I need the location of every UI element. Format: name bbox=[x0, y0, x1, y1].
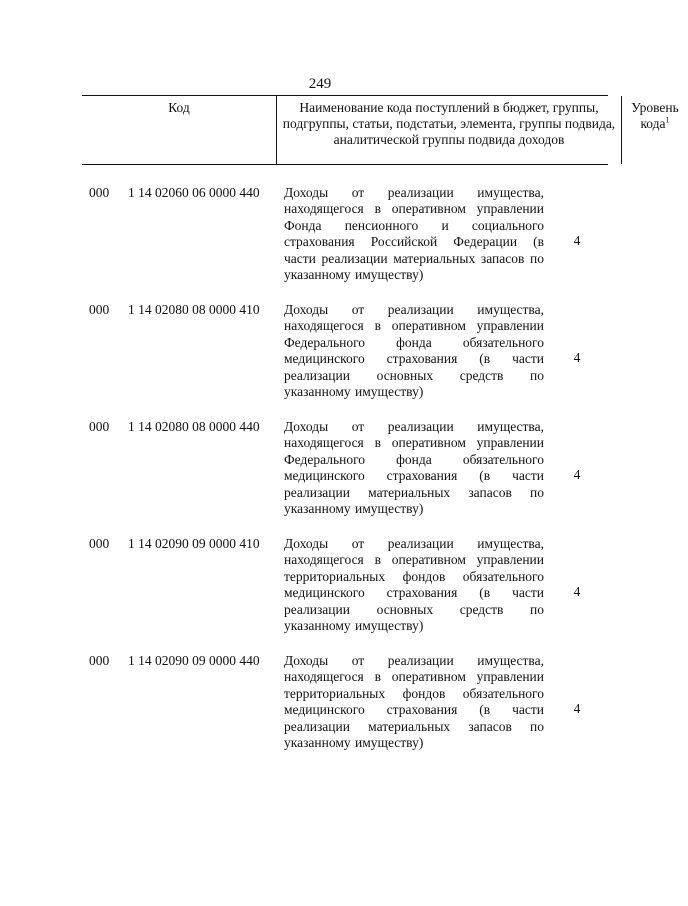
code-level: 4 bbox=[573, 701, 581, 716]
code-level: 4 bbox=[573, 233, 581, 248]
header-level bbox=[622, 96, 688, 164]
table-row bbox=[82, 419, 608, 536]
table-row bbox=[82, 653, 608, 770]
revenue-description: Доходы от реализации имущества, находящегося в оперативном управлении Федерального фонда обязательного медицинского страхования (в части реализации материальных запасов по указанному имуществу) bbox=[284, 419, 544, 517]
revenue-code: 1 14 02080 08 0000 440 bbox=[128, 419, 260, 434]
code-level: 4 bbox=[573, 584, 581, 599]
page-number: 249 bbox=[308, 76, 332, 92]
table-row bbox=[82, 302, 608, 419]
revenue-code: 1 14 02090 09 0000 440 bbox=[128, 653, 260, 668]
revenue-code: 1 14 02060 06 0000 440 bbox=[128, 185, 260, 200]
table-row bbox=[82, 185, 608, 302]
table-row bbox=[82, 536, 608, 653]
code-level: 4 bbox=[573, 467, 581, 482]
admin-code: 000 bbox=[89, 185, 110, 200]
admin-code: 000 bbox=[89, 419, 110, 434]
table-header bbox=[82, 95, 679, 165]
revenue-code: 1 14 02080 08 0000 410 bbox=[128, 302, 260, 317]
admin-code: 000 bbox=[89, 302, 110, 317]
revenue-description: Доходы от реализации имущества, находящегося в оперативном управлении территориальных фондов обязательного медицинского страхования (в части реализации материальных запасов по указанному имуществу) bbox=[284, 653, 544, 751]
header-code: Код bbox=[168, 100, 190, 115]
table-body bbox=[82, 185, 608, 770]
revenue-description: Доходы от реализации имущества, находящегося в оперативном управлении территориальных фондов обязательного медицинского страхования (в части реализации основных средств по указанному имуществу) bbox=[284, 536, 544, 634]
header-name: Наименование кода поступлений в бюджет, группы, подгруппы, статьи, подстатьи, элемента, группы подвида, аналитической группы подвида доходов bbox=[276, 96, 622, 164]
code-level: 4 bbox=[573, 350, 581, 365]
admin-code: 000 bbox=[89, 653, 110, 668]
admin-code: 000 bbox=[89, 536, 110, 551]
header-level-label: Уровень кода bbox=[631, 100, 679, 131]
revenue-description: Доходы от реализации имущества, находящегося в оперативном управлении Фонда пенсионного и социального страхования Российской Федерации (в части реализации материальных запасов по указанному имуществу) bbox=[284, 185, 544, 283]
revenue-code: 1 14 02090 09 0000 410 bbox=[128, 536, 260, 551]
header-level-footnote: 1 bbox=[665, 115, 670, 125]
revenue-description: Доходы от реализации имущества, находящегося в оперативном управлении Федерального фонда обязательного медицинского страхования (в части реализации основных средств по указанному имуществу) bbox=[284, 302, 544, 400]
